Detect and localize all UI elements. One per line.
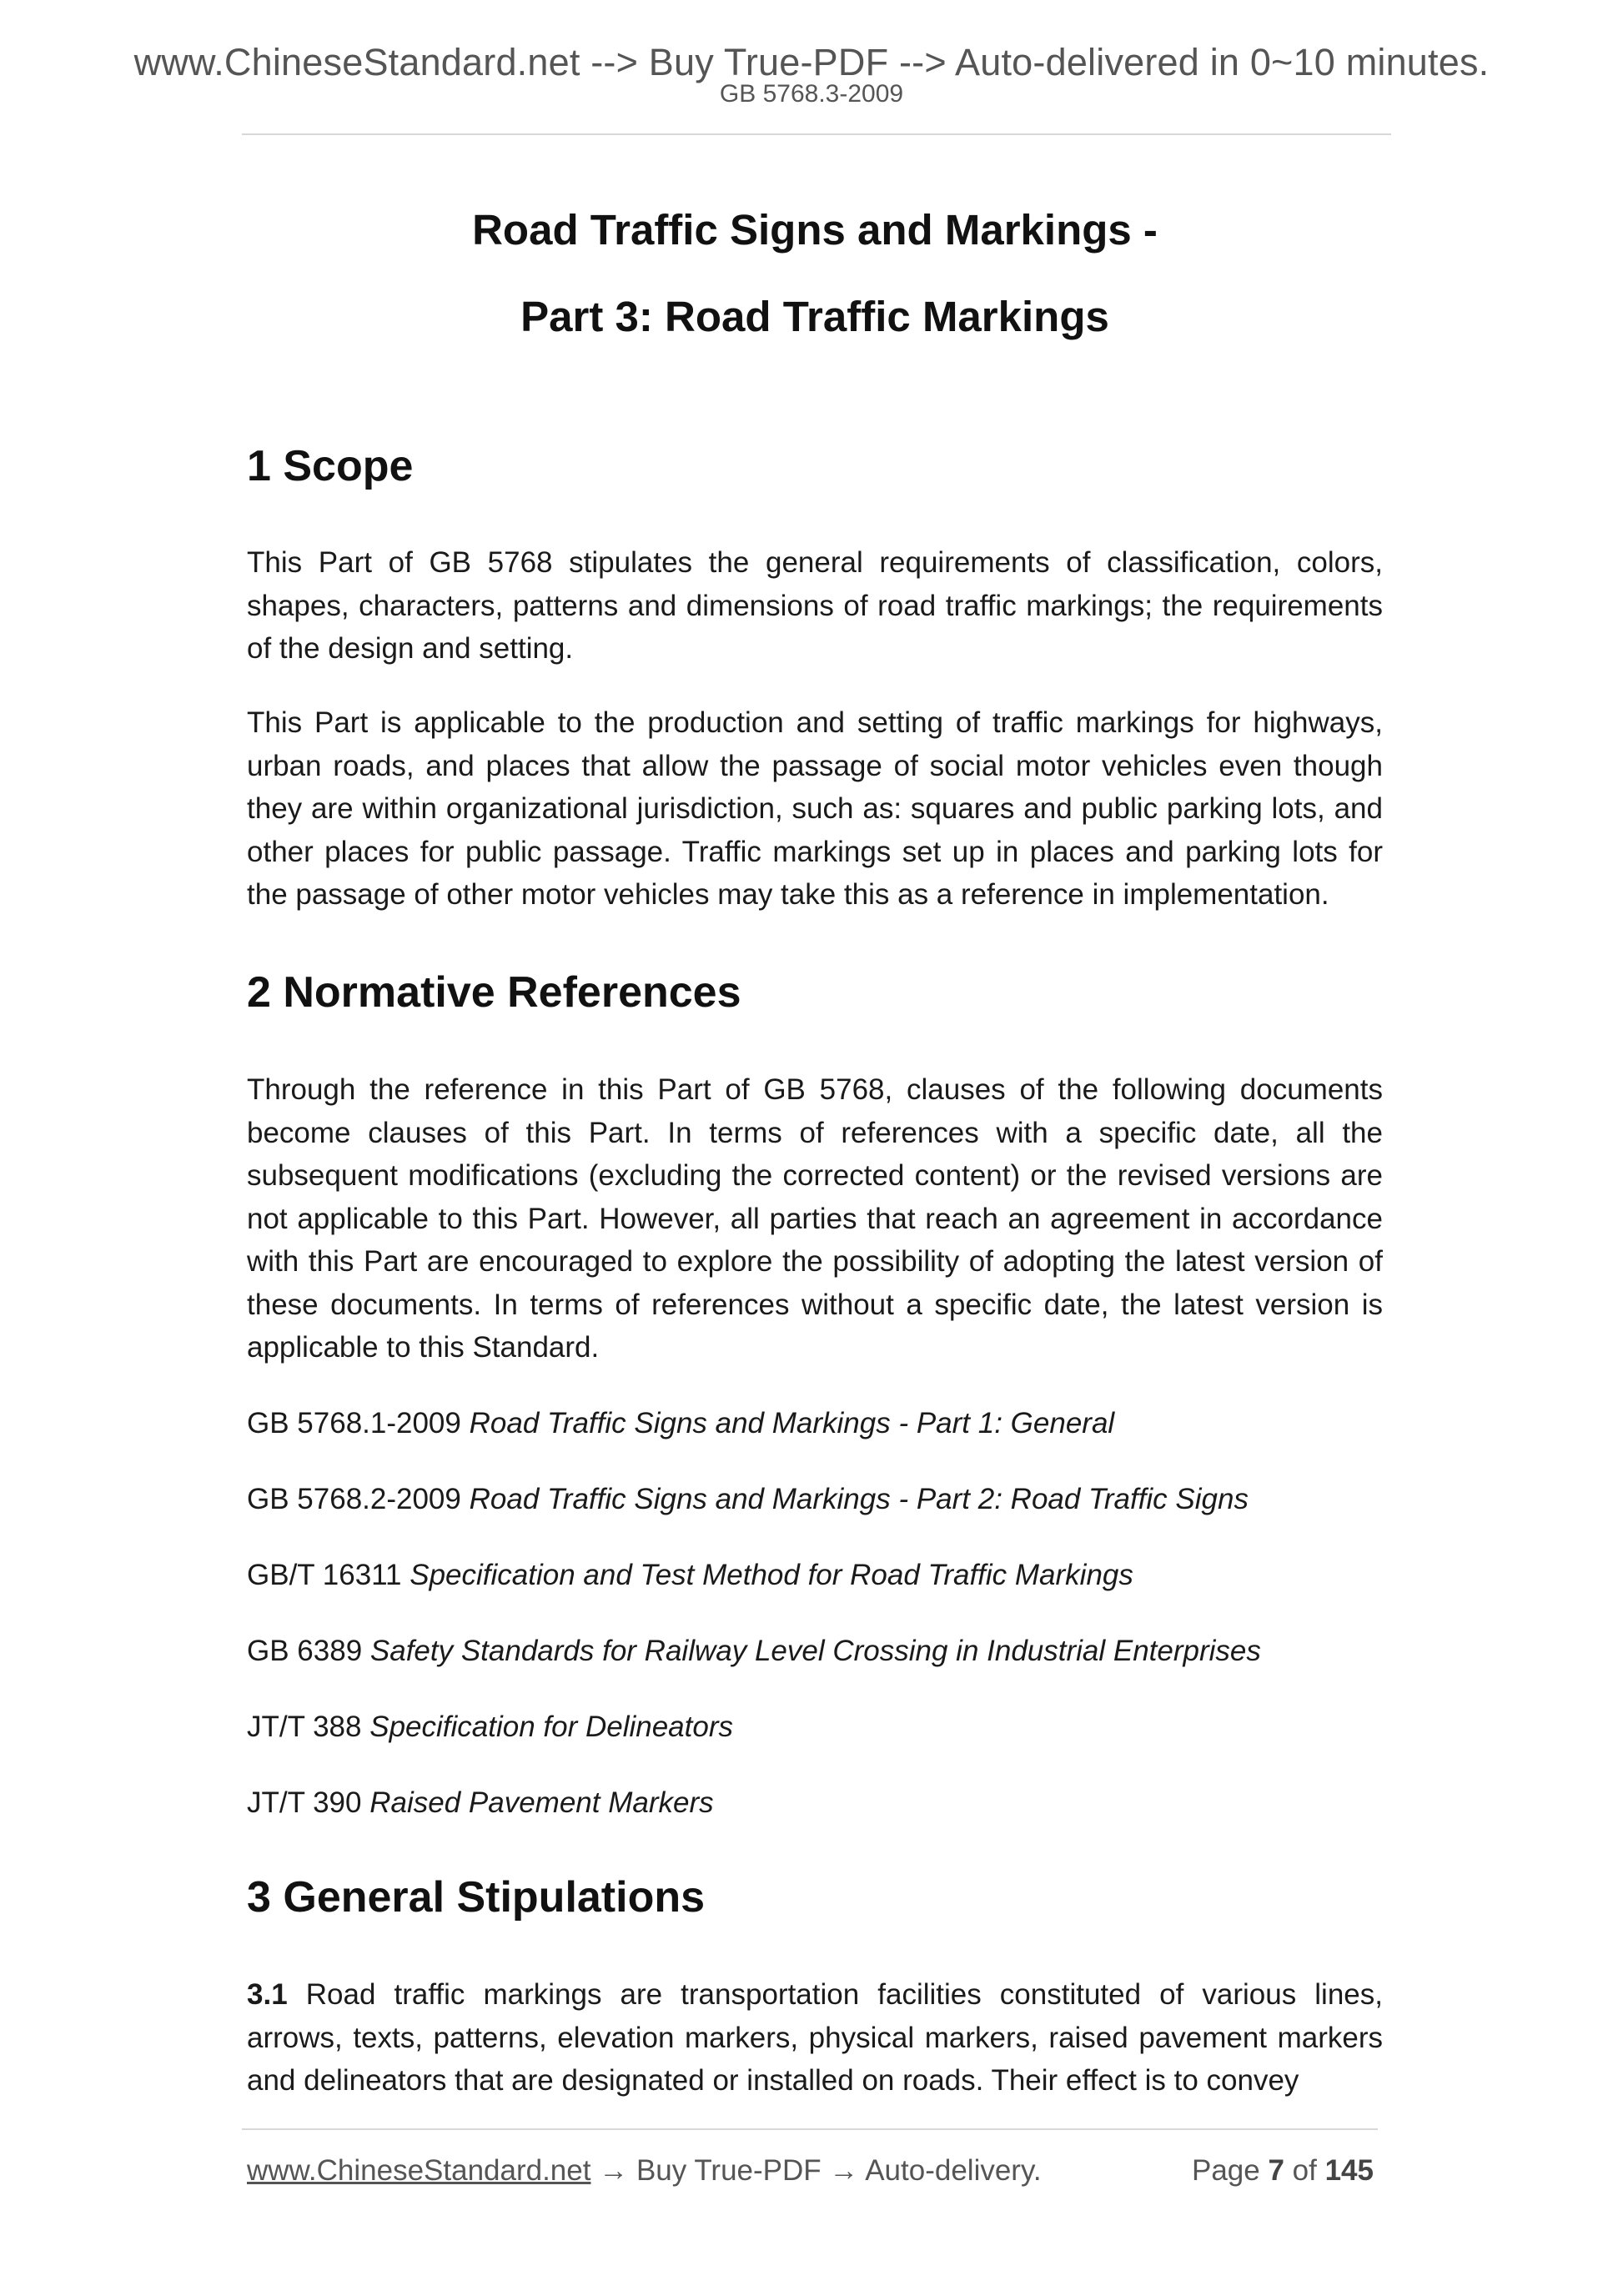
reference-code: GB 5768.1-2009 (247, 1407, 461, 1439)
reference-item (247, 1409, 1114, 1438)
reference-title: Road Traffic Signs and Markings - Part 1: General (469, 1407, 1115, 1439)
scope-paragraph-1: This Part of GB 5768 stipulates the general requirements of classification, colors, shapes, characters, patterns and dimensions of road traffic markings; the requirements of the design and setting. (247, 546, 1383, 665)
reference-item (247, 1560, 1133, 1590)
site-banner: www.ChineseStandard.net --> Buy True-PDF --> Auto-delivered in 0~10 minutes. (133, 41, 1490, 83)
footer-links (247, 2156, 1042, 2185)
page-total: 145 (1324, 2154, 1374, 2187)
reference-title: Specification for Delineators (369, 1711, 733, 1743)
heading-scope: 1 Scope (247, 442, 414, 490)
arrow-right-icon: → (599, 2154, 629, 2187)
page-counter (1192, 2156, 1374, 2185)
reference-code: JT/T 388 (247, 1711, 362, 1743)
clause-number: 3.1 (247, 1978, 288, 2011)
reference-item (247, 1636, 1261, 1665)
heading-normative-references: 2 Normative References (247, 968, 741, 1017)
footer-delivery-text: Auto-delivery. (865, 2154, 1042, 2187)
footer-buy-text: Buy True-PDF (636, 2154, 822, 2187)
reference-title: Specification and Test Method for Road Traffic Markings (410, 1559, 1133, 1591)
reference-title: Raised Pavement Markers (369, 1786, 714, 1819)
header-divider (242, 133, 1391, 135)
document-id: GB 5768.3-2009 (719, 80, 904, 108)
scope-paragraph-2: This Part is applicable to the production and setting of traffic markings for highways, urban roads, and places that allow the passage of social motor vehicles even though they are within organizational jurisdiction, such as: squares and public parking lots, and other places for public passage. Traffic markings set up in places and parking lots for the passage of other motor vehicles may take this as a reference in implementation. (247, 706, 1383, 911)
footer-site-link[interactable]: www.ChineseStandard.net (247, 2154, 591, 2187)
footer-divider (242, 2128, 1378, 2130)
clause-text: Road traffic markings are transportation facilities constituted of various lines, arrows, texts, patterns, elevation markers, physical markers, raised pavement markers and delineators that are designated or installed on roads. Their effect is to convey (247, 1978, 1383, 2097)
clause-3-1 (247, 1973, 1383, 2103)
reference-item (247, 1712, 733, 1741)
reference-title: Road Traffic Signs and Markings - Part 2: Road Traffic Signs (469, 1483, 1249, 1515)
of-label: of (1292, 2154, 1317, 2187)
reference-code: GB 6389 (247, 1635, 363, 1667)
reference-title: Safety Standards for Railway Level Crossing in Industrial Enterprises (369, 1635, 1261, 1667)
reference-code: GB 5768.2-2009 (247, 1483, 461, 1515)
page-label: Page (1191, 2154, 1260, 2187)
reference-code: JT/T 390 (247, 1786, 362, 1819)
reference-item (247, 1485, 1249, 1514)
reference-code: GB/T 16311 (247, 1559, 402, 1591)
arrow-right-icon: → (829, 2154, 859, 2187)
page-number: 7 (1268, 2154, 1284, 2187)
references-paragraph: Through the reference in this Part of GB 5768, clauses of the following documents become clauses of this Part. In terms of references with a specific date, all the subsequent modifications (excluding the corrected content) or the revised versions are not applicable to this Part. However, all parties that reach an agreement in accordance with this Part are encouraged to explore the possibility of adopting the latest version of these documents. In terms of references without a specific date, the latest version is applicable to this Standard. (247, 1073, 1383, 1364)
reference-item (247, 1788, 714, 1817)
title-line-1: Road Traffic Signs and Markings - (472, 206, 1158, 254)
heading-general-stipulations: 3 General Stipulations (247, 1873, 706, 1922)
title-line-2: Part 3: Road Traffic Markings (520, 293, 1109, 340)
